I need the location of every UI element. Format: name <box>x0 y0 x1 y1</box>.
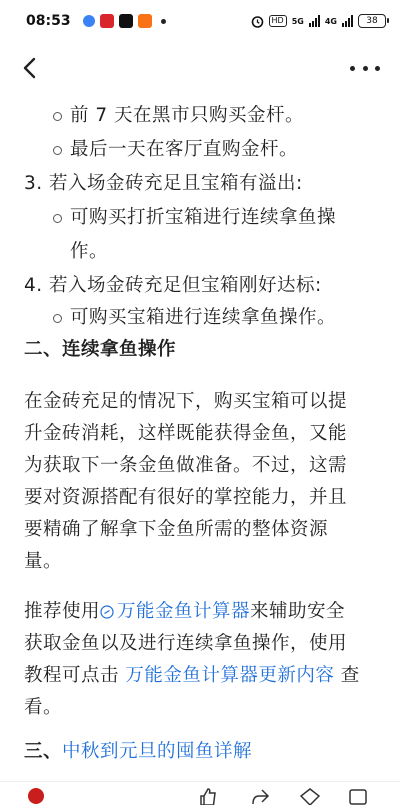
signal-icon <box>309 15 320 27</box>
more-dot-icon <box>375 66 380 71</box>
network-5g-label: 5G <box>291 16 304 26</box>
link-icon <box>100 605 114 619</box>
comment-icon[interactable] <box>348 788 368 805</box>
hd-badge: HD <box>269 15 287 27</box>
paragraph-text: 教程可点击 <box>24 665 126 686</box>
bullet-icon <box>53 146 62 155</box>
list-item: 3. 若入场金砖充足且宝箱有溢出: <box>24 173 303 194</box>
app-notification-icon <box>138 14 152 28</box>
calculator-link-text: 万能金鱼计算器 <box>117 601 251 622</box>
like-icon[interactable] <box>198 788 218 805</box>
chevron-left-icon <box>18 54 44 82</box>
more-dot-icon <box>350 66 355 71</box>
list-item: 前 7 天在黑市只购买金杆。 <box>70 105 305 126</box>
paragraph-line: 量。 <box>24 551 63 572</box>
paragraph-line: 在金砖充足的情况下，购买宝箱可以提 <box>24 391 348 412</box>
bullet-icon <box>53 214 62 223</box>
more-dot-icon <box>363 66 368 71</box>
update-content-link[interactable]: 万能金鱼计算器更新内容 <box>125 665 335 686</box>
section-heading: 二、连续拿鱼操作 <box>24 339 177 360</box>
alarm-icon <box>251 15 264 28</box>
share-icon[interactable] <box>250 788 270 805</box>
app-notification-icon <box>100 14 114 28</box>
more-options-button[interactable] <box>350 56 380 80</box>
signal-icon <box>342 15 353 27</box>
calculator-link[interactable] <box>100 601 250 622</box>
network-4g-label: 4G <box>324 16 337 26</box>
paragraph-line: 要精确了解拿下金鱼所需的整体资源 <box>24 519 329 540</box>
more-notifications-dot <box>161 19 166 24</box>
tiktok-icon <box>119 14 133 28</box>
paragraph-line <box>24 596 345 628</box>
bottom-action-bar <box>0 781 400 805</box>
list-item: 可购买打折宝箱进行连续拿鱼操 <box>70 207 337 228</box>
app-notification-icon <box>83 15 95 27</box>
status-indicators <box>251 14 386 28</box>
bullet-icon <box>53 112 62 121</box>
bullet-icon <box>53 314 62 323</box>
battery-level: 38 <box>366 16 378 26</box>
section-heading <box>24 736 252 768</box>
paragraph-line: 为获取下一条金鱼做准备。不过，这需 <box>24 455 348 476</box>
paragraph-line: 要对资源搭配有很好的掌控能力，并且 <box>24 487 348 508</box>
back-button[interactable] <box>18 54 44 82</box>
list-item: 4. 若入场金砖充足但宝箱刚好达标: <box>24 275 322 296</box>
author-avatar[interactable] <box>28 788 44 804</box>
section-heading-prefix: 三、 <box>24 741 63 762</box>
list-item-continued: 作。 <box>70 241 109 262</box>
paragraph-line: 获取金鱼以及进行连续拿鱼操作，使用 <box>24 633 348 654</box>
status-time: 08:53 <box>26 13 71 29</box>
nav-bar <box>0 46 400 90</box>
paragraph-line: 看。 <box>24 697 63 718</box>
paragraph-text: 查 <box>334 665 360 686</box>
paragraph-text: 推荐使用 <box>24 601 101 622</box>
paragraph-text: 来辅助安全 <box>250 601 346 622</box>
section-heading-link[interactable]: 中秋到元旦的囤鱼详解 <box>62 741 253 762</box>
list-item: 最后一天在客厅直购金杆。 <box>70 139 299 160</box>
notification-icons <box>83 14 166 28</box>
collect-icon[interactable] <box>300 788 320 805</box>
battery-icon <box>358 14 386 28</box>
paragraph-line: 升金砖消耗，这样既能获得金鱼，又能 <box>24 423 348 444</box>
list-item: 可购买宝箱进行连续拿鱼操作。 <box>70 307 337 328</box>
status-bar <box>0 0 400 42</box>
paragraph-line <box>24 660 360 692</box>
